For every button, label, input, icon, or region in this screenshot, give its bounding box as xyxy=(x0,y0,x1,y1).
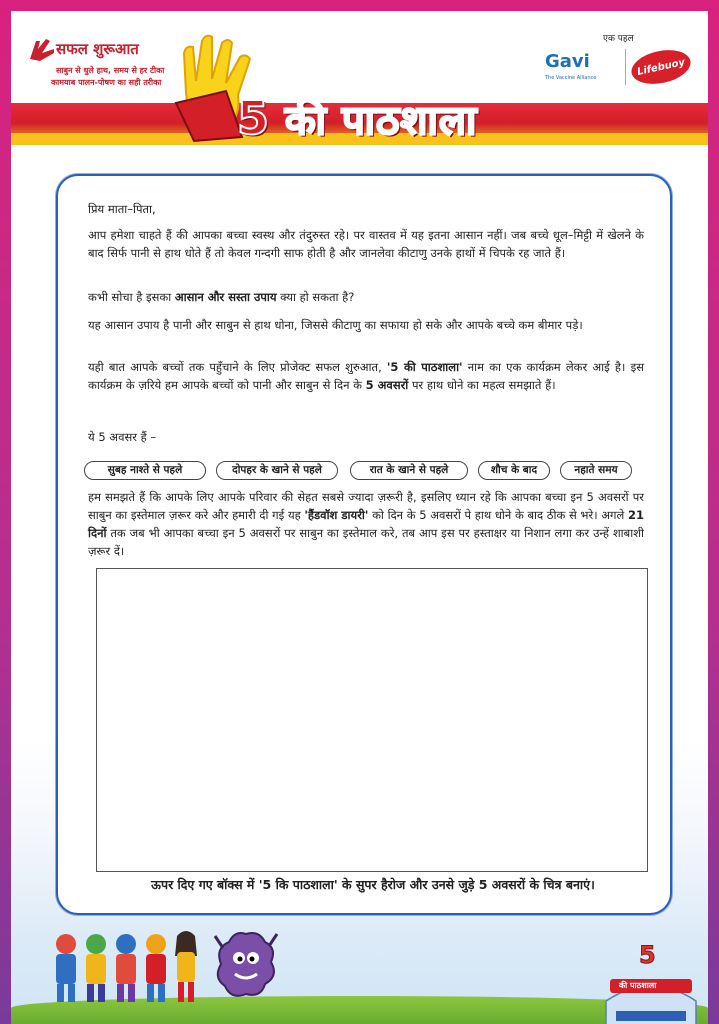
drawing-instruction: ऊपर दिए गए बॉक्स में '5 कि पाठशाला' के सुपर हैरोज और उनसे जुड़े 5 अवसरों के चित्र बनाएं। xyxy=(151,877,595,892)
page xyxy=(11,11,708,1024)
paragraph-5-e: तक जब भी आपका बच्चा इन 5 अवसरों पर साबुन का इस्तेमाल करे, तब आप इस पर हस्ताक्षर या निशान लगा कर उन्हें शाबाशी ज़रूर दें। xyxy=(88,526,644,558)
paragraph-5-b: 'हैंडवॉश डायरी' xyxy=(304,508,369,522)
brand-name: सफल शुरूआत xyxy=(56,40,139,58)
school-building-icon xyxy=(596,971,706,1024)
occasion-pill: नहाते समय xyxy=(560,461,632,480)
title-text: की पाठशाला xyxy=(284,98,478,144)
paragraph-5-d: 21 दिनों xyxy=(88,508,644,540)
paragraph-4-e: पर हाथ धोने का महत्व समझाते हैं। xyxy=(408,378,556,392)
paragraph-5-a: हम समझते हैं कि आपके लिए आपके परिवार की सेहत सबसे ज्यादा ज़रूरी है, इसलिए ध्यान रहे कि आपका बच्चा इन 5 अवसरों पर साबुन का इस्तेमाल ज़रूर करे और हमारी दी गई यह xyxy=(88,490,644,522)
paragraph-5-c: को दिन के 5 अवसरों पे हाथ धोने के बाद ठीक से भरे। अगले xyxy=(368,508,628,522)
paragraph-3: यह आसान उपाय है पानी और साबुन से हाथ धोना, जिससे कीटाणु का सफाया हो सके और आपके बच्चे कम बीमार पड़े। xyxy=(88,318,583,332)
title-number: 5 xyxy=(237,91,271,145)
gavi-subtitle: The Vaccine Alliance xyxy=(545,75,597,81)
paragraph-4-d: 5 अवसरों xyxy=(365,378,409,392)
brand-tagline-2: कामयाब पालन-पोषण का सही तरीका xyxy=(51,78,162,87)
brand-tagline-1: साबुन से धुले हाथ, समय से हर टीका xyxy=(56,66,165,75)
paragraph-1: आप हमेशा चाहते हैं की आपका बच्चा स्वस्थ और तंदुरुस्त रहे। पर वास्तव में यह इतना आसान नहीं। जब बच्चे धूल–मिट्टी में खेलने के बाद सिर्फ पानी से हाथ धोते हैं तो केवल गन्दगी साफ होती है और जानलेवा कीटाणु उनके हाथों में चिपके रह जाते हैं। xyxy=(88,228,644,260)
occasion-pill: दोपहर के खाने से पहले xyxy=(216,461,338,480)
paragraph-2-post: क्या हो सकता है? xyxy=(276,290,355,304)
hand-logo-icon xyxy=(26,35,58,65)
lifebuoy-logo xyxy=(628,45,693,89)
initiative-label: एक पहल xyxy=(603,34,634,44)
salutation: प्रिय माता–पिता, xyxy=(88,202,156,216)
occasion-pill: सुबह नाश्ते से पहले xyxy=(84,461,206,480)
occasion-pill: शौच के बाद xyxy=(478,461,550,480)
page-title xyxy=(237,91,477,146)
paragraph-5 xyxy=(88,488,644,560)
superheroes-illustration xyxy=(51,926,201,1006)
drawing-box[interactable] xyxy=(96,568,648,872)
occasions-list xyxy=(84,461,644,481)
occasion-pill: रात के खाने से पहले xyxy=(350,461,468,480)
paragraph-2-pre: कभी सोचा है इसका xyxy=(88,290,175,304)
paragraph-4-c: नाम का एक कार्यक्रम लेकर आई है। इस कार्यक्रम के ज़रिये हम आपके बच्चों को पानी और साबुन से दिन के xyxy=(88,360,644,392)
page-number: 5 xyxy=(639,941,656,969)
paragraph-4-b: '5 की पाठशाला' xyxy=(386,360,463,374)
occasions-intro: ये 5 अवसर हैं – xyxy=(88,430,157,444)
germ-monster-icon xyxy=(211,926,281,1006)
header xyxy=(11,11,708,156)
gavi-logo: Gavi xyxy=(545,51,590,72)
lifebuoy-label: Lifebuoy xyxy=(636,56,686,78)
paragraph-4 xyxy=(88,358,644,394)
letter-card xyxy=(56,174,672,915)
paragraph-4-a: यही बात आपके बच्चों तक पहुँचाने के लिए प्रोजेक्ट सफल शुरुआत, xyxy=(88,360,387,374)
school-badge-label: की पाठशाला xyxy=(619,981,657,990)
paragraph-2 xyxy=(88,288,644,306)
paragraph-2-bold: आसान और सस्ता उपाय xyxy=(174,290,277,304)
logo-divider xyxy=(625,49,626,85)
